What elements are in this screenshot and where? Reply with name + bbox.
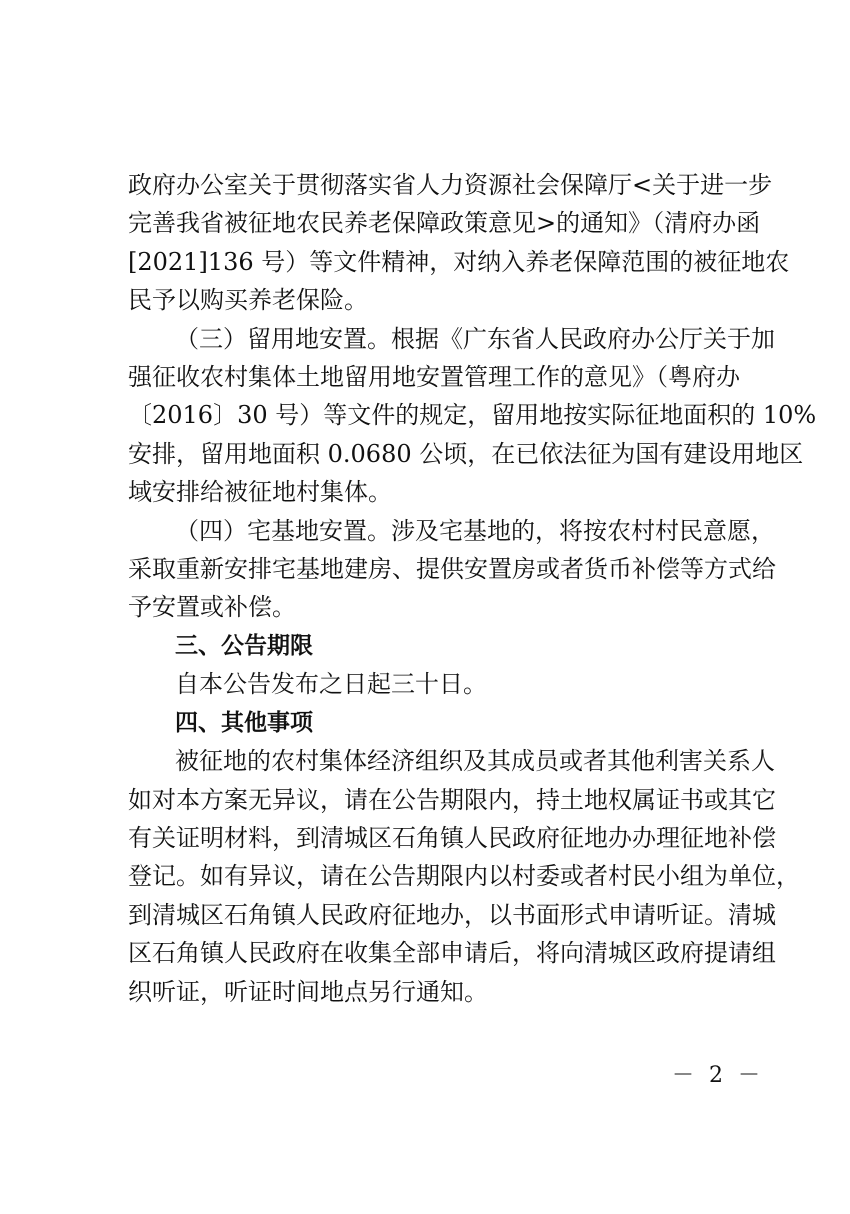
- paragraph-notice-period: [128, 665, 738, 703]
- section-heading-other-matters: 四、其他事项: [175, 709, 313, 736]
- text-line: 有关证明材料，到清城区石角镇人民政府征地办办理征地补偿: [128, 823, 776, 852]
- text-line: 安排，留用地面积 0.0680 公顷，在已依法征为国有建设用地区: [128, 439, 804, 468]
- text-line: （四）宅基地安置。涉及宅基地的，将按农村村民意愿，: [175, 516, 775, 545]
- paragraph-pension-policy: [128, 166, 790, 320]
- paragraph-reserved-land: [128, 320, 817, 512]
- text-line: 〔2016〕30 号）等文件的规定，留用地按实际征地面积的 10%: [128, 401, 817, 430]
- text-line: （三）留用地安置。根据《广东省人民政府办公厅关于加: [175, 324, 775, 353]
- text-line: 政府办公室关于贯彻落实省人力资源社会保障厅<关于进一步: [128, 171, 773, 199]
- text-line: 织听证，听证时间地点另行通知。: [128, 977, 488, 1006]
- text-line: 采取重新安排宅基地建房、提供安置房或者货币补偿等方式给: [128, 555, 776, 584]
- text-line: 强征收农村集体土地留用地安置管理工作的意见》（粤府办: [128, 363, 740, 392]
- text-line: 完善我省被征地农民养老保障政策意见>的通知》（清府办函: [128, 209, 761, 238]
- text-line: 登记。如有异议，请在公告期限内以村委或者村民小组为单位，: [128, 862, 800, 891]
- text-line: [2021]136 号）等文件精神，对纳入养老保障范围的被征地农: [128, 247, 790, 276]
- page-number: － 2 －: [672, 1063, 764, 1088]
- document-body: [128, 166, 817, 1011]
- text-line: 予安置或补偿。: [128, 593, 296, 622]
- paragraph-homestead: [128, 512, 776, 627]
- paragraph-other-matters: [128, 742, 800, 1011]
- text-line: 到清城区石角镇人民政府征地办，以书面形式申请听证。清城: [128, 900, 776, 929]
- text-line: 被征地的农村集体经济组织及其成员或者其他利害关系人: [175, 747, 775, 776]
- text-line: 域安排给被征地村集体。: [128, 478, 392, 507]
- text-line: 如对本方案无异议，请在公告期限内，持土地权属证书或其它: [128, 785, 776, 814]
- section-heading-notice-period: 三、公告期限: [175, 632, 313, 659]
- text-line: 民予以购买养老保险。: [128, 286, 368, 315]
- text-line: 区石角镇人民政府在收集全部申请后，将向清城区政府提请组: [128, 939, 776, 968]
- text-line: 自本公告发布之日起三十日。: [175, 670, 487, 699]
